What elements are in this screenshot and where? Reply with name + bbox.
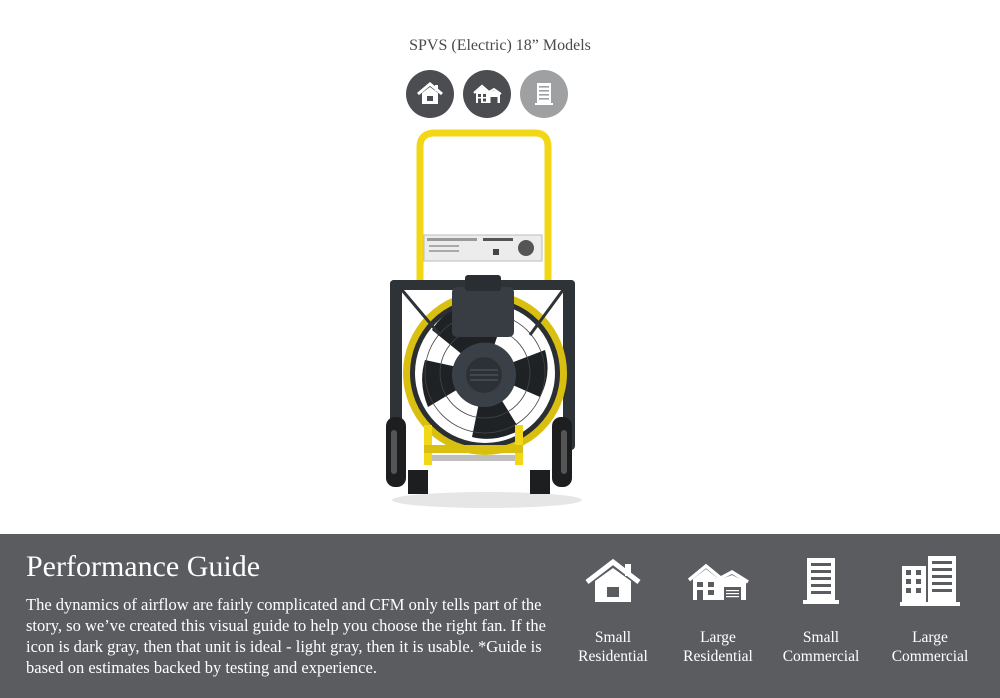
legend-small-commercial (766, 554, 876, 694)
legend-label-line2: Commercial (891, 648, 969, 665)
fan-product-image (380, 125, 595, 510)
building-icon (529, 79, 559, 109)
legend-label-line1: Large (700, 629, 736, 646)
performance-guide-panel (0, 534, 1000, 698)
rating-small-residential (406, 70, 454, 118)
rating-small-commercial (520, 70, 568, 118)
legend-large-residential (663, 554, 773, 694)
legend-small-residential (558, 554, 668, 694)
legend-label-line2: Residential (683, 648, 753, 665)
page-title: SPVS (Electric) 18” Models (409, 37, 591, 54)
large-house-icon (472, 79, 502, 109)
fan-rating-icons (406, 70, 568, 118)
legend-label-line2: Residential (578, 648, 648, 665)
legend-label-line1: Small (802, 629, 840, 646)
city-buildings-icon (898, 554, 962, 610)
rating-large-residential (463, 70, 511, 118)
performance-guide-description: The dynamics of airflow are fairly complicated and CFM only tells part of the story, so we’ve created this visual guide to help you choose the right fan. If the icon is dark gray, then that unit is ideal - light gray, then it is usable. *Guide is based on estimates backed by testing and experience. (26, 595, 546, 677)
legend-large-commercial (875, 554, 985, 694)
house-icon (415, 79, 445, 109)
performance-guide-title: Performance Guide (26, 550, 261, 583)
building-icon (789, 554, 853, 610)
house-icon (581, 554, 645, 610)
legend-label-line2: Commercial (782, 648, 860, 665)
legend-label-line1: Large (912, 629, 948, 646)
large-house-icon (686, 554, 750, 610)
legend-label-line1: Small (594, 629, 632, 646)
